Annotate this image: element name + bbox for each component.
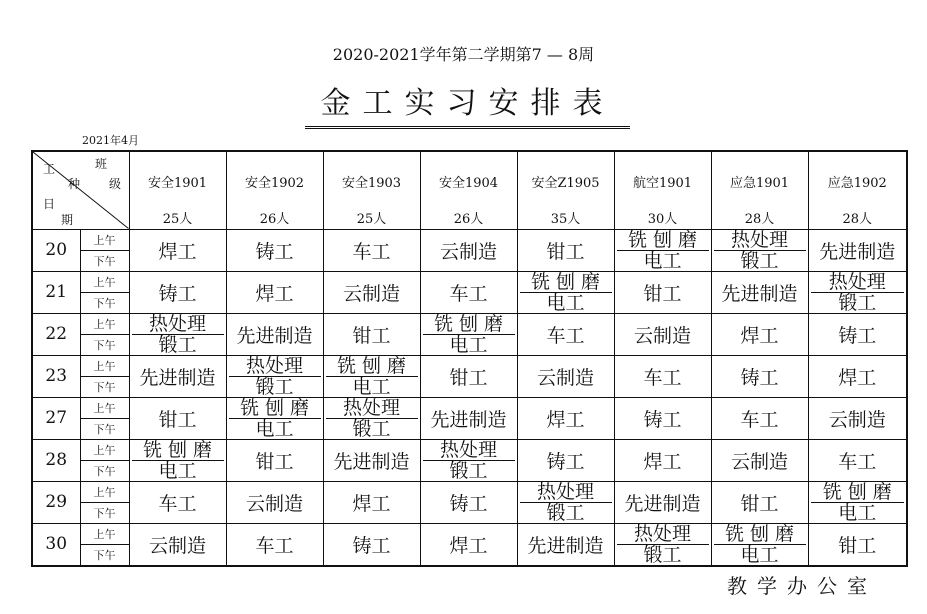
assignment-cell: 车工 [323,229,420,271]
assignment-am: 铣 刨 磨 [617,230,709,251]
schedule-row [32,355,907,376]
assignment-am: 热处理 [132,314,224,335]
assignment-cell: 先进制造 [420,397,517,439]
assignment-cell: 云制造 [323,271,420,313]
assignment-cell: 车工 [420,271,517,313]
day-cell: 20 [32,229,80,271]
assignment-cell: 钳工 [614,271,711,313]
class-count: 25人 [356,211,387,227]
assignment-pm: 锻工 [352,417,391,440]
assignment-cell: 铸工 [129,271,226,313]
assignment-pm: 锻工 [838,291,877,314]
am-label: 上午 [80,481,129,502]
assignment-cell: 钳工 [226,439,323,481]
assignment-cell: 先进制造 [129,355,226,397]
class-name: 航空1901 [632,176,693,191]
class-name: 应急1901 [729,176,790,191]
day-cell: 27 [32,397,80,439]
class-name: 应急1902 [827,176,887,191]
assignment-cell-split [711,229,808,271]
assignment-cell: 铸工 [323,523,420,566]
assignment-cell: 先进制造 [711,271,808,313]
schedule-row [32,439,907,460]
assignment-cell: 先进制造 [226,313,323,355]
assignment-cell: 钳工 [323,313,420,355]
assignment-cell: 铸工 [420,481,517,523]
assignment-pm: 电工 [643,249,682,272]
assignment-cell-split [323,397,420,439]
assignment-cell-split [420,439,517,481]
assignment-cell: 云制造 [517,355,614,397]
am-label: 上午 [80,313,129,334]
day-cell: 22 [32,313,80,355]
assignment-am: 热处理 [714,230,806,251]
assignment-pm: 锻工 [449,459,488,482]
pm-label: 下午 [80,544,129,566]
pm-label: 下午 [80,418,129,439]
assignment-am: 热处理 [229,356,321,377]
assignment-cell: 焊工 [614,439,711,481]
assignment-pm: 电工 [546,291,585,314]
am-label: 上午 [80,271,129,292]
class-header [226,151,323,229]
corner-qi: 期 [61,213,74,227]
assignment-cell: 铸工 [517,439,614,481]
assignment-cell: 焊工 [323,481,420,523]
am-label: 上午 [80,397,129,418]
corner-ban: 班 [95,157,108,171]
assignment-am: 热处理 [617,524,709,545]
assignment-cell-split [226,355,323,397]
assignment-cell-split [323,355,420,397]
assignment-cell: 焊工 [711,313,808,355]
header-row [32,151,907,229]
assignment-am: 铣 刨 磨 [811,482,905,503]
assignment-cell: 先进制造 [323,439,420,481]
assignment-cell: 云制造 [226,481,323,523]
class-count: 26人 [453,211,484,227]
schedule-row [32,313,907,334]
assignment-pm: 电工 [352,375,391,398]
assignment-cell-split [517,271,614,313]
assignment-cell: 云制造 [129,523,226,566]
schedule-table [31,150,908,567]
schedule-row [32,397,907,418]
class-header [129,151,226,229]
assignment-cell-split [808,271,907,313]
pm-label: 下午 [80,334,129,355]
class-header [420,151,517,229]
assignment-cell: 焊工 [129,229,226,271]
assignment-cell: 云制造 [420,229,517,271]
assignment-am: 热处理 [520,482,612,503]
assignment-pm: 电工 [449,333,488,356]
assignment-am: 铣 刨 磨 [326,356,418,377]
class-count: 26人 [259,211,290,227]
day-cell: 23 [32,355,80,397]
assignment-cell-split [614,523,711,566]
assignment-pm: 锻工 [546,501,585,524]
assignment-pm: 电工 [158,459,197,482]
corner-header [32,151,129,229]
assignment-cell: 先进制造 [614,481,711,523]
corner-zhong: 种 [68,177,81,191]
assignment-cell: 焊工 [808,355,907,397]
assignment-am: 铣 刨 磨 [520,272,612,293]
assignment-cell-split [129,313,226,355]
corner-ri: 日 [43,197,56,211]
assignment-pm: 锻工 [740,249,779,272]
class-header [323,151,420,229]
assignment-am: 铣 刨 磨 [229,398,321,419]
pm-label: 下午 [80,460,129,481]
assignment-cell: 焊工 [226,271,323,313]
assignment-cell-split [711,523,808,566]
am-label: 上午 [80,355,129,376]
assignment-am: 铣 刨 磨 [714,524,806,545]
assignment-cell: 先进制造 [517,523,614,566]
class-count: 28人 [744,211,775,227]
assignment-am: 热处理 [423,440,515,461]
assignment-cell-split [226,397,323,439]
day-cell: 30 [32,523,80,566]
corner-gong: 工 [43,162,56,176]
schedule-date: 2021年4月 [82,134,139,147]
assignment-cell: 铸工 [226,229,323,271]
am-label: 上午 [80,229,129,250]
day-cell: 29 [32,481,80,523]
class-header [711,151,808,229]
assignment-cell: 车工 [711,397,808,439]
assignment-cell: 焊工 [517,397,614,439]
assignment-am: 铣 刨 磨 [132,440,224,461]
class-header [808,151,907,229]
assignment-am: 铣 刨 磨 [423,314,515,335]
assignment-cell-split [420,313,517,355]
pm-label: 下午 [80,292,129,313]
assignment-cell-split [808,481,907,523]
assignment-cell: 云制造 [808,397,907,439]
assignment-am: 热处理 [811,272,905,293]
corner-ji: 级 [109,177,122,191]
assignment-pm: 电工 [255,417,294,440]
assignment-cell-split [129,439,226,481]
class-count: 25人 [162,211,193,227]
assignment-pm: 锻工 [158,333,197,356]
pm-label: 下午 [80,376,129,397]
assignment-cell-split [517,481,614,523]
assignment-cell: 车工 [808,439,907,481]
assignment-cell: 焊工 [420,523,517,566]
class-name: 安全1902 [244,176,305,191]
pm-label: 下午 [80,502,129,523]
office-signature: 教学办公室 [727,574,877,598]
class-name: 安全Z1905 [531,176,600,191]
assignment-pm: 电工 [838,501,877,524]
class-count: 35人 [550,211,581,227]
assignment-cell: 钳工 [808,523,907,566]
assignment-cell: 铸工 [808,313,907,355]
assignment-cell: 车工 [614,355,711,397]
pm-label: 下午 [80,250,129,271]
am-label: 上午 [80,523,129,544]
schedule-row [32,523,907,544]
class-name: 安全1901 [147,176,208,191]
assignment-cell-split [614,229,711,271]
class-count: 28人 [842,211,873,227]
assignment-cell: 车工 [129,481,226,523]
assignment-cell: 先进制造 [808,229,907,271]
am-label: 上午 [80,439,129,460]
assignment-cell: 钳工 [711,481,808,523]
assignment-pm: 电工 [740,543,779,566]
schedule-row [32,481,907,502]
class-header [614,151,711,229]
assignment-pm: 锻工 [643,543,682,566]
class-count: 30人 [647,211,678,227]
assignment-am: 热处理 [326,398,418,419]
assignment-cell: 钳工 [517,229,614,271]
assignment-cell: 铸工 [614,397,711,439]
term-subtitle: 2020-2021学年第二学期第7 — 8周 [332,45,595,64]
schedule-row [32,271,907,292]
page-title: 金工实习安排表 [305,78,630,129]
assignment-cell: 云制造 [614,313,711,355]
assignment-cell: 钳工 [420,355,517,397]
day-cell: 28 [32,439,80,481]
assignment-cell: 车工 [226,523,323,566]
class-name: 安全1903 [341,176,402,191]
assignment-cell: 铸工 [711,355,808,397]
assignment-pm: 锻工 [255,375,294,398]
assignment-cell: 云制造 [711,439,808,481]
day-cell: 21 [32,271,80,313]
schedule-row [32,229,907,250]
assignment-cell: 车工 [517,313,614,355]
class-name: 安全1904 [438,176,499,191]
assignment-cell: 钳工 [129,397,226,439]
class-header [517,151,614,229]
